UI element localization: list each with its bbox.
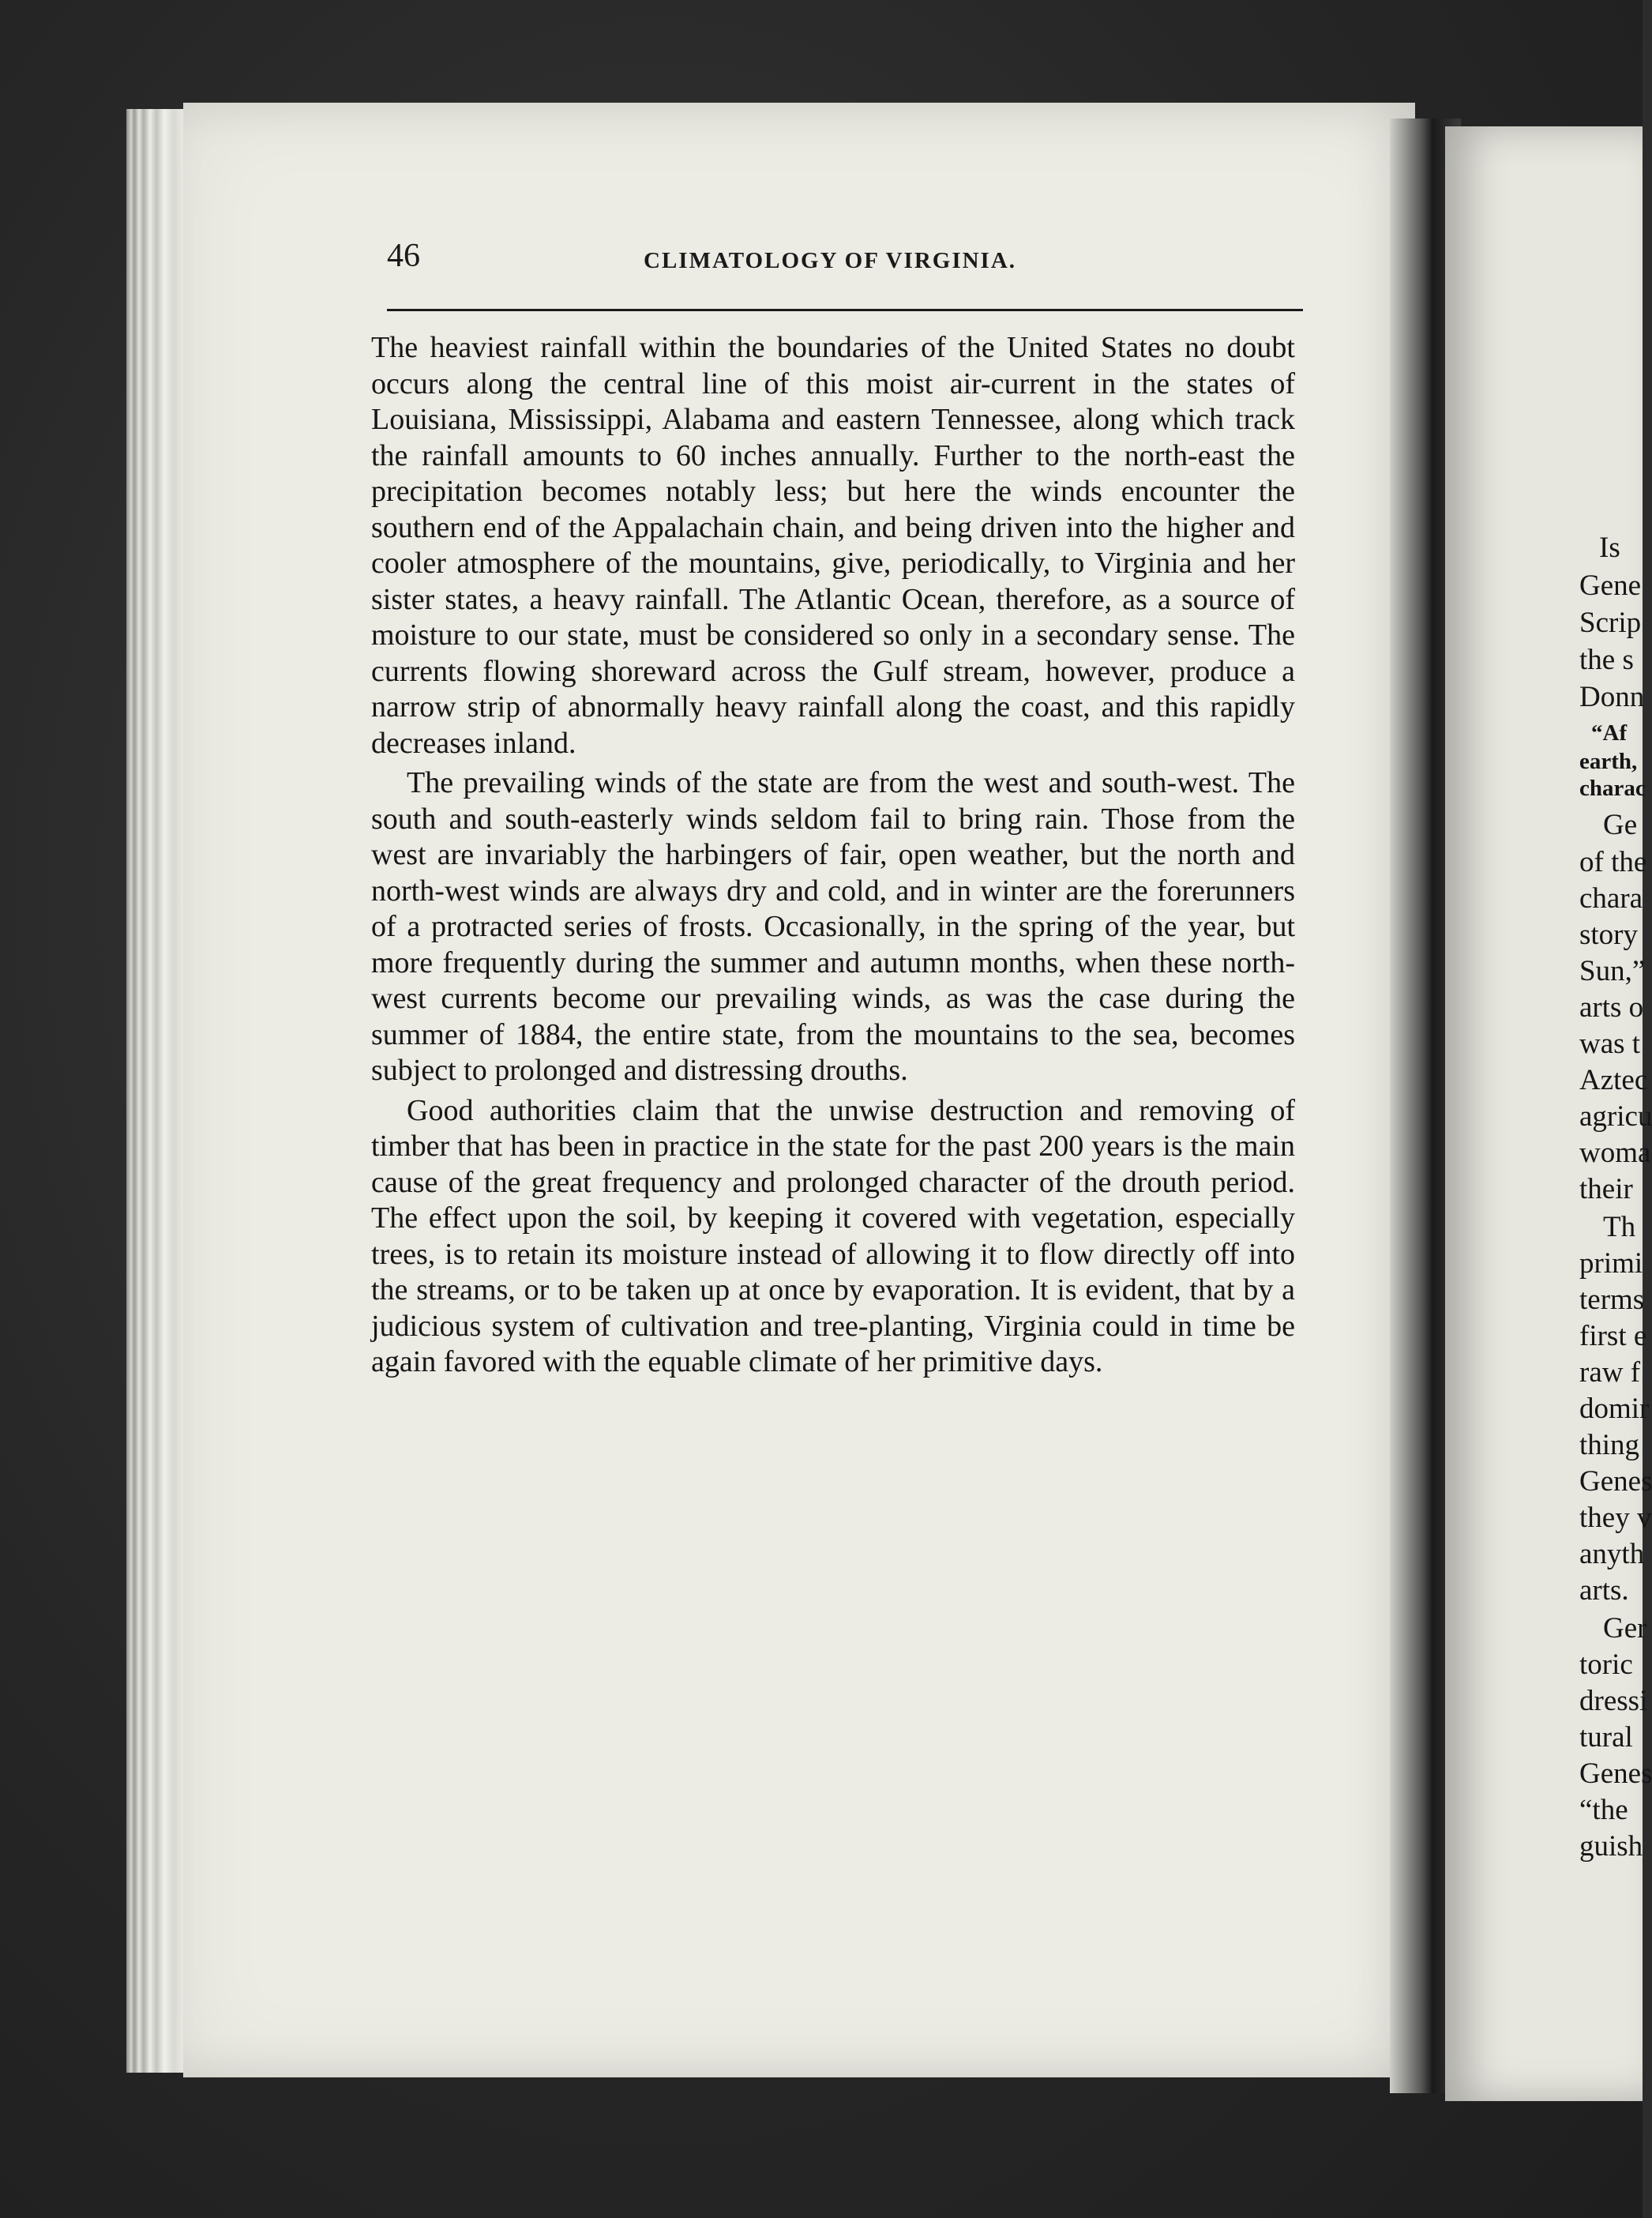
- right-page-line: Ge: [1603, 809, 1638, 841]
- right-page-line: Donn: [1579, 681, 1645, 713]
- right-page-line: “the: [1579, 1794, 1628, 1826]
- right-page-line: primi: [1579, 1247, 1643, 1280]
- right-page-line: guish: [1579, 1830, 1643, 1863]
- running-title: CLIMATOLOGY OF VIRGINIA.: [644, 248, 1017, 273]
- right-page-line: Is: [1599, 532, 1620, 564]
- right-page-line: woma: [1579, 1137, 1651, 1169]
- right-page-line: first e: [1579, 1320, 1647, 1352]
- right-page-line: agricu: [1579, 1100, 1652, 1133]
- right-page-line: Genes: [1579, 1465, 1652, 1498]
- right-page-line: earth,: [1579, 749, 1638, 774]
- right-page-line: raw f: [1579, 1356, 1641, 1389]
- right-page-line: Sun,”: [1579, 955, 1646, 987]
- right-page-line: they v: [1579, 1502, 1652, 1534]
- right-page-line: the s: [1579, 644, 1634, 676]
- right-page-line: arts o: [1579, 991, 1644, 1024]
- paragraph: Good authorities claim that the unwise destruction and removing of timber that has been in practice in the state for the past 200 years is the main cause of the great frequency and prolonged character of the drouth period. The effect upon the soil, by keeping it covered with vegetation, especially trees, is to retain its moisture instead of allowing it to flow directly off into the streams, or to be taken up at once by evaporation. It is evident, that by a judicious system of cultivation and tree-planting, Virginia could in time be again favored with the equable climate of her primitive days.: [371, 1093, 1295, 1378]
- header-rule: [387, 309, 1303, 311]
- right-page-line: arts.: [1579, 1574, 1629, 1607]
- running-head: [387, 237, 1303, 292]
- page-number: 46: [387, 238, 420, 274]
- right-page-line: story: [1579, 919, 1638, 951]
- body-text: [371, 330, 1295, 1381]
- right-page-line: of the: [1579, 846, 1647, 878]
- right-page-line: terms: [1579, 1284, 1645, 1316]
- right-page-line: Ger: [1603, 1612, 1647, 1645]
- paragraph: The prevailing winds of the state are from the west and south-west. The south and south-easterly winds seldom fail to bring rain. Those from the west are invariably the harbingers of fair, open weather, but the north and north-west winds are always dry and cold, and in winter are the forerunners of a protracted series of frosts. Occasionally, in the spring of the year, but more frequently during the summer and autumn months, when these north-west currents become our prevailing winds, as was the case during the summer of 1884, the entire state, from the mountains to the sea, becomes subject to prolonged and distressing drouths.: [371, 766, 1295, 1087]
- right-page-line: Genes: [1579, 1757, 1652, 1790]
- right-page-line: thing: [1579, 1429, 1640, 1461]
- paragraph: The heaviest rainfall within the boundaries of the United States no doubt occurs along the central line of this moist air-current in the states of Louisiana, Mississippi, Alabama and eastern Tennessee, along which track the rainfall amounts to 60 inches annually. Further to the north-east the precipitation becomes notably less; but here the winds encounter the southern end of the Appalachain chain, and being driven into the higher and cooler atmosphere of the mountains, give, periodically, to Virginia and her sister states, a heavy rainfall. The Atlantic Ocean, therefore, as a source of moisture to our state, must be considered so only in a secondary sense. The currents flowing shoreward across the Gulf stream, however, produce a narrow strip of abnormally heavy rainfall along the coast, and this rapidly decreases inland.: [371, 331, 1295, 760]
- right-page: [1445, 126, 1652, 2101]
- right-page-line: tural: [1579, 1721, 1633, 1754]
- right-page-line: was t: [1579, 1028, 1641, 1060]
- right-page-line: domir: [1579, 1393, 1650, 1425]
- right-page-line: Scrip: [1579, 607, 1642, 639]
- right-page-line: Gene: [1579, 570, 1642, 602]
- right-page-line: Aztec: [1579, 1064, 1648, 1096]
- right-page-line: Th: [1603, 1211, 1636, 1243]
- right-page-line: toric: [1579, 1648, 1633, 1681]
- right-page-line: anyth: [1579, 1538, 1645, 1570]
- right-page-line: dressi: [1579, 1685, 1648, 1717]
- right-page-line: their: [1579, 1173, 1633, 1205]
- right-page-line: “Af: [1591, 720, 1628, 746]
- right-page-line: chara: [1579, 882, 1643, 915]
- right-page-line: charac: [1579, 776, 1646, 801]
